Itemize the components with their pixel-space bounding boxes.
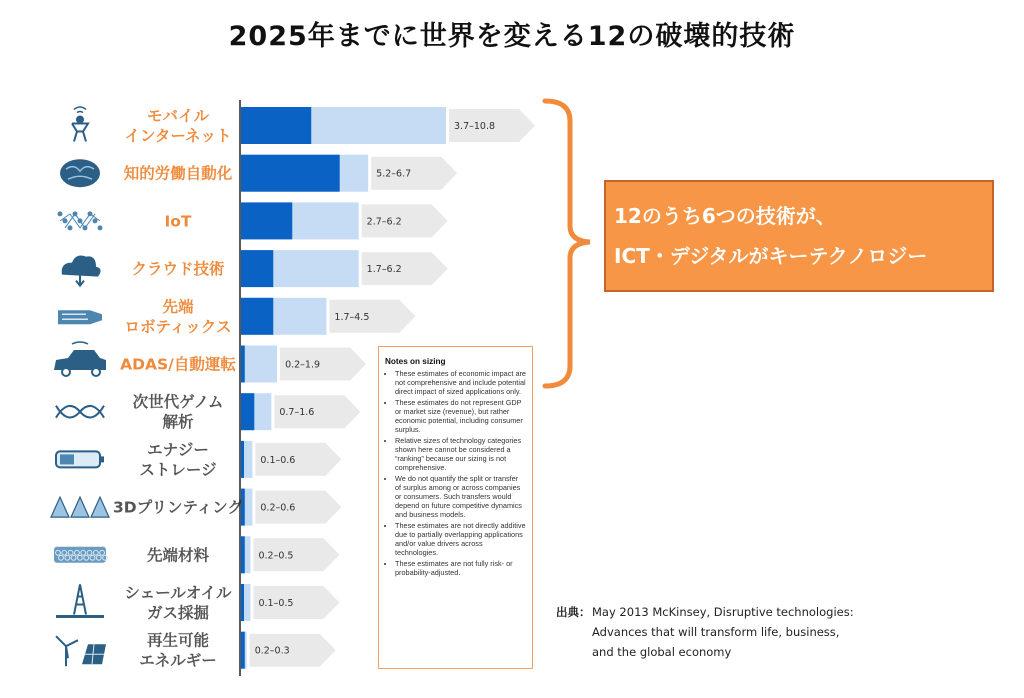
source-line: and the global economy [592,645,732,659]
category-label: 先端材料 [146,546,210,565]
icon-part [92,368,100,376]
category-label: 再生可能 [146,631,210,650]
category-label: ロボティックス [124,317,232,336]
source-line: May 2013 McKinsey, Disruptive technologies: [592,605,854,619]
note-item: • These estimates are not fully risk- or probability-adjusted. [395,559,526,577]
category-label: 3Dプリンティング [113,498,243,517]
data-label: 1.7–4.5 [334,311,370,323]
bar-low [241,441,244,478]
category-label: ストレージ [139,460,217,479]
note-item: • These estimates are not directly additive due to partially overlapping applications and/or value drivers across technologies. [395,521,526,557]
category-label: モバイル [146,107,210,125]
icon-part [58,211,63,216]
network-icon [58,211,103,230]
data-label: 5.2–6.7 [376,168,412,180]
callout-line-1: 12のうち6つの技術が、 [614,204,836,228]
bar-low [241,536,245,573]
bar-low [241,584,244,621]
icon-part [58,310,102,324]
category-label: IoT [164,212,192,231]
category-label: エナジー [147,440,209,459]
bar-low [241,250,273,287]
icon-part [62,255,101,276]
brain-icon [60,159,100,187]
bar-low [241,393,254,430]
data-label: 0.2–0.3 [254,645,290,657]
source-citation [556,602,854,662]
robot-hand-icon [58,310,102,324]
category-label: シェールオイル [124,584,232,602]
notes-list [385,369,526,577]
icon-part [74,585,86,615]
icon-part [54,350,106,370]
category-label: ADAS/自動運転 [120,355,236,374]
icon-part [56,636,78,666]
bar-low [241,202,292,239]
category-label: インターネット [124,127,232,145]
pyramid-icon [51,497,109,517]
notes-title: Notes on sizing [385,357,446,366]
note-item: • Relative sizes of technology categories shown here cannot be considered a “ranking” because our sizing is not comprehensive. [395,436,526,472]
grouping-brace [545,101,590,386]
category-label: 知的労働自動化 [123,164,233,183]
bar-high [241,346,277,383]
source-label: 出典： [556,605,591,619]
icon-part [76,116,84,124]
icon-part [68,225,73,230]
icon-part [98,225,103,230]
bar-low [241,346,245,383]
car-icon [54,342,106,376]
data-label: 0.2–0.6 [260,502,296,514]
icon-part [71,497,89,517]
wind-solar-icon [56,636,106,666]
data-label: 0.7–1.6 [279,407,315,419]
category-label: 解析 [162,413,194,432]
icon-part [91,497,109,517]
category-label: 次世代ゲノム [132,393,224,412]
notes-box [378,346,533,669]
bar-low [241,632,245,669]
cloud-icon [62,255,101,285]
bar-low [241,155,340,192]
data-label: 2.7–6.2 [366,216,402,228]
note-item: • These estimates do not represent GDP or market size (revenue), but rather economic potential, including consumer surplus. [395,398,526,434]
material-icon [54,547,108,563]
callout-line-2: ICT・デジタルがキーテクノロジー [614,244,928,268]
icon-part [62,368,70,376]
icon-part [72,342,88,344]
data-label: 0.1–0.6 [260,454,296,466]
icon-part [56,406,104,418]
bar-low [241,107,311,144]
icon-part [72,124,88,142]
battery-icon [56,451,104,467]
category-label: エネルギー [139,651,217,670]
data-label: 0.2–1.9 [285,359,321,371]
icon-part [60,159,100,187]
data-label: 1.7–6.2 [366,264,402,276]
chart-title: 2025年までに世界を変える12の破壊的技術 [228,21,796,52]
bar-low [241,298,273,335]
icon-part [100,456,104,462]
source-line: Advances that will transform life, business, [592,625,840,639]
data-label: 0.2–0.5 [258,550,294,562]
category-label: ガス採掘 [146,604,210,622]
icon-part [60,454,74,464]
category-label: クラウド技術 [131,260,225,279]
note-item: • These estimates of economic impact are not comprehensive and include potential direct impact of sized applications only. [395,369,526,396]
oil-rig-icon [56,585,104,617]
dna-icon [56,406,104,418]
category-label: 先端 [162,297,194,316]
icon-part [51,497,69,517]
data-label: 3.7–10.8 [454,121,496,132]
mobile-person-icon [72,107,88,142]
icon-part [74,107,86,113]
note-item: • We do not quantify the split or transfer of surplus among or across companies or consumers. Such transfers would depend on future competitive dynamics and business models. [395,474,526,519]
key-message-callout [604,180,994,292]
data-label: 0.1–0.5 [258,598,294,609]
